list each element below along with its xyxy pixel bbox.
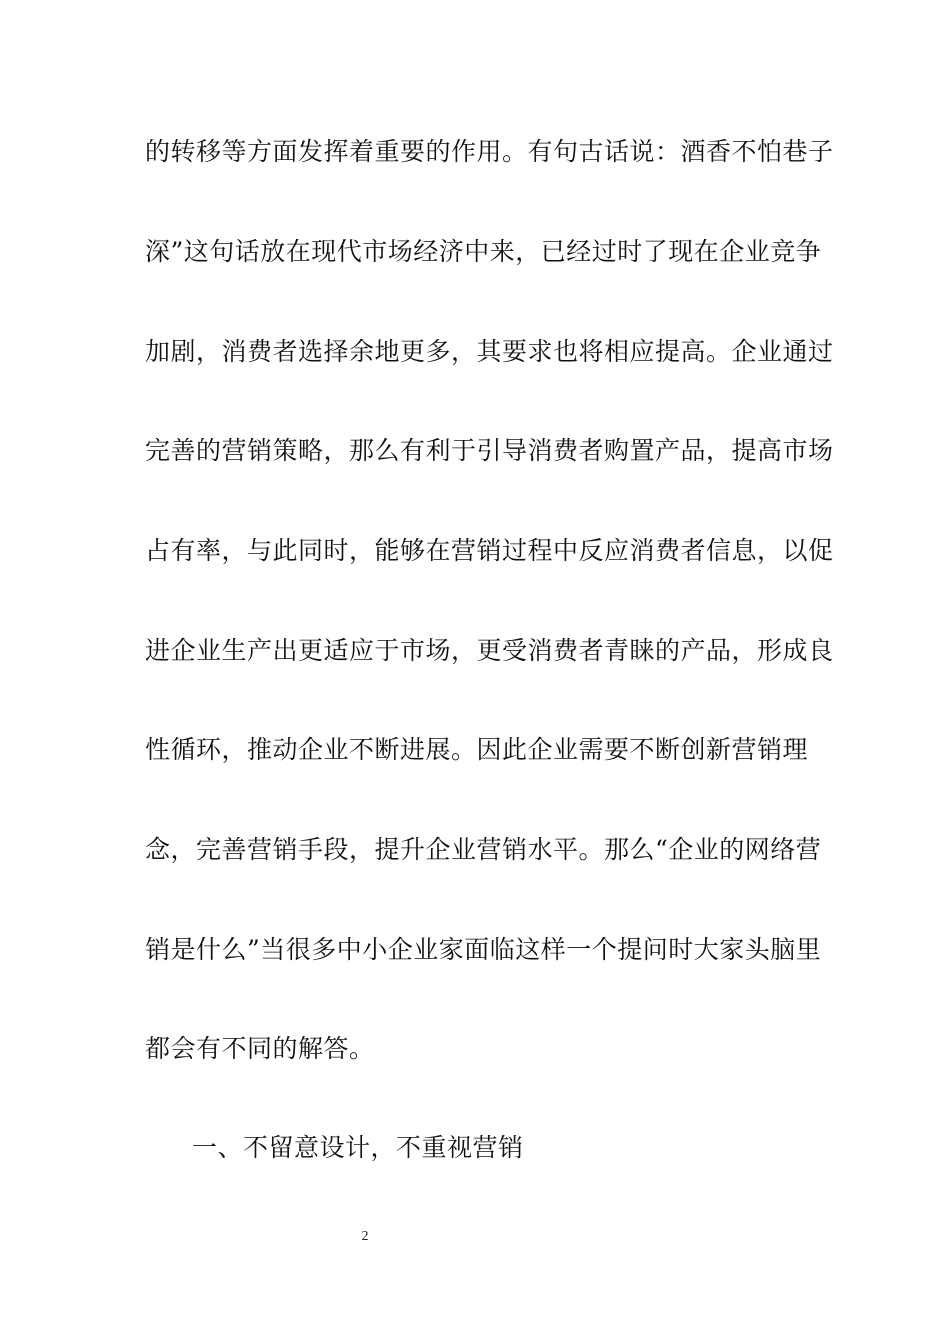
section-heading: 一、不留意设计，不重视营销 (192, 1133, 524, 1162)
paragraph-line: 都会有不同的解答。 (145, 1034, 375, 1063)
paragraph-line: 的转移等方面发挥着重要的作用。有句古话说：酒香不怕巷子 (145, 137, 834, 166)
paragraph-line: 深”这句话放在现代市场经济中来，已经过时了现在企业竞争 (145, 237, 822, 266)
paragraph-line: 完善的营销策略，那么有利于引导消费者购置产品，提高市场 (145, 436, 834, 465)
page-number: 2 (361, 1229, 369, 1244)
paragraph-line: 加剧，消费者选择余地更多，其要求也将相应提高。企业通过 (145, 337, 834, 366)
paragraph-line: 性循环，推动企业不断进展。因此企业需要不断创新营销理 (145, 735, 809, 764)
paragraph-line: 占有率，与此同时，能够在营销过程中反应消费者信息，以促 (145, 536, 834, 565)
paragraph-line: 进企业生产出更适应于市场，更受消费者青睐的产品，形成良 (145, 636, 834, 665)
paragraph-line: 销是什么”当很多中小企业家面临这样一个提问时大家头脑里 (145, 935, 822, 964)
paragraph-line: 念，完善营销手段，提升企业营销水平。那么“企业的网络营 (145, 835, 822, 864)
